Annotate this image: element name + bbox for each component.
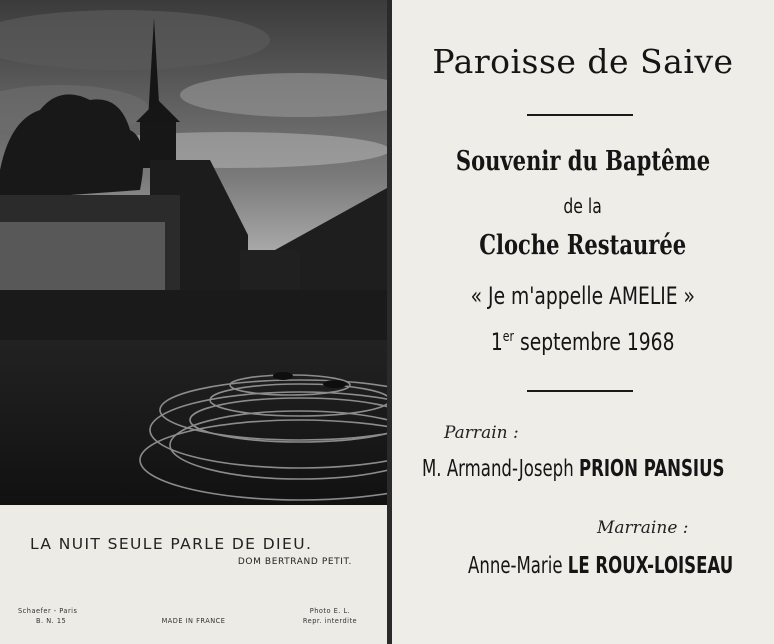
cloche-text: Cloche Restaurée — [479, 230, 687, 261]
publisher-line-1: Schaefer - Paris — [18, 607, 78, 615]
bell-name-text: « Je m'appelle AMELIE » — [470, 282, 696, 310]
church-night-photo — [0, 0, 387, 505]
divider-bottom — [527, 390, 633, 392]
marraine-given-name: Anne-Marie — [468, 553, 568, 579]
parrain-label: Parrain : — [444, 423, 519, 443]
quote-text: LA NUIT SEULE PARLE DE DIEU. — [30, 535, 313, 553]
date-month-year: septembre 1968 — [514, 328, 675, 356]
divider-top — [527, 114, 633, 116]
de-la-text — [392, 194, 774, 218]
photo-credit-line-1: Photo E. L. — [309, 607, 351, 615]
bell-name-line — [392, 282, 774, 310]
souvenir-text: Souvenir du Baptême — [455, 146, 711, 177]
parrain-name — [422, 456, 724, 482]
photo-credit-line-2: Repr. interdite — [302, 617, 358, 625]
cloche-heading — [392, 230, 774, 261]
parrain-surname: PRION PANSIUS — [578, 456, 725, 482]
date-line — [392, 328, 774, 356]
photo-credit — [290, 606, 370, 626]
made-in-label: MADE IN FRANCE — [161, 617, 226, 625]
date-day: 1 — [491, 328, 504, 356]
souvenir-heading — [392, 146, 774, 177]
marraine-name — [468, 553, 733, 579]
quote-author: DOM BERTRAND PETIT. — [237, 557, 352, 567]
marraine-surname: LE ROUX-LOISEAU — [567, 553, 734, 579]
publisher-line-2: B. N. 15 — [36, 617, 67, 625]
marraine-label: Marraine : — [597, 518, 689, 538]
parrain-given-name: M. Armand-Joseph — [422, 456, 579, 482]
right-card — [392, 0, 774, 644]
date-text — [491, 328, 675, 356]
parish-title: Paroisse de Saive — [432, 42, 734, 81]
date-ordinal: er — [503, 329, 515, 345]
de-la-label: de la — [563, 194, 603, 218]
